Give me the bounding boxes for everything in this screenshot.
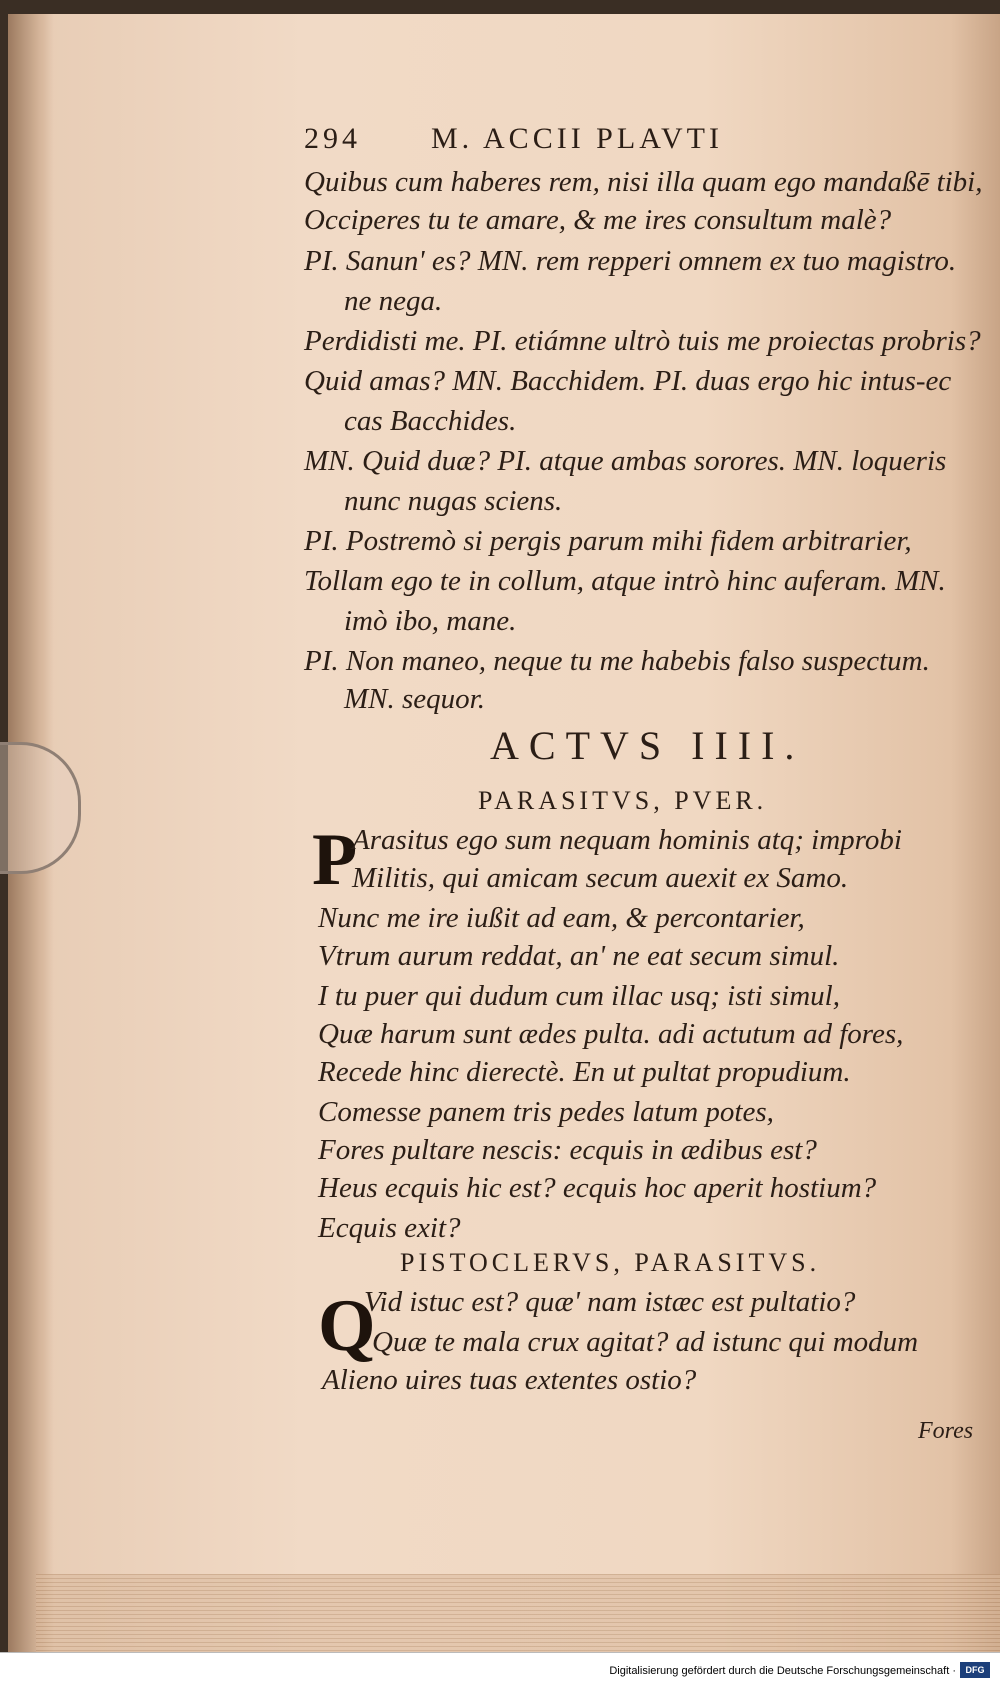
running-header: [304, 122, 723, 156]
verse-line: I tu puer qui dudum cum illac usq; isti simul,: [318, 980, 840, 1012]
verse-line: cas Bacchides.: [344, 405, 517, 437]
scene-heading: PISTOCLERVS, PARASITVS.: [400, 1248, 821, 1277]
verse-line: Heus ecquis hic est? ecquis hoc aperit hostium?: [318, 1172, 877, 1204]
verse-line: Arasitus ego sum nequam hominis atq; improbi: [352, 824, 902, 856]
catchword: Fores: [918, 1418, 974, 1444]
footer-bar: [0, 1652, 1000, 1689]
verse-line: Quibus cum haberes rem, nisi illa quam ego mandaßē tibi,: [304, 166, 983, 198]
verse-line: ne nega.: [344, 285, 443, 317]
verse-line: Nunc me ire iußit ad eam, & percontarier,: [318, 902, 805, 934]
verse-line: Quæ te mala crux agitat? ad istunc qui modum: [372, 1326, 919, 1358]
verse-line: Ecquis exit?: [318, 1212, 461, 1244]
dfg-logo: DFG: [960, 1662, 990, 1678]
drop-cap: Q: [318, 1285, 376, 1367]
funding-credit: Digitalisierung gefördert durch die Deutsche Forschungsgemeinschaft ·: [609, 1665, 956, 1677]
header-title: M. ACCII PLAVTI: [431, 122, 723, 155]
verse-line: Quid amas? MN. Bacchidem. PI. duas ergo hic intus-ec: [304, 365, 952, 397]
verse-line: MN. Quid duæ? PI. atque ambas sorores. MN. loqueris: [304, 445, 947, 477]
verse-line: Vid istuc est? quæ' nam istæc est pultatio?: [364, 1286, 856, 1318]
verse-line: Quæ harum sunt ædes pulta. adi actutum ad fores,: [318, 1018, 904, 1050]
verse-line: Perdidisti me. PI. etiámne ultrò tuis me proiectas probris?: [304, 325, 981, 357]
verse-line: Alieno uires tuas extentes ostio?: [322, 1364, 697, 1396]
verse-line: PI. Postremò si pergis parum mihi fidem arbitrarier,: [304, 525, 912, 557]
verse-line: nunc nugas sciens.: [344, 485, 563, 517]
verse-line: Vtrum aurum reddat, an' ne eat secum simul.: [318, 940, 840, 972]
page-number: 294: [304, 122, 361, 155]
scene-heading: PARASITVS, PVER.: [478, 786, 768, 815]
verse-line: Recede hinc dierectè. En ut pultat propudium.: [318, 1056, 851, 1088]
verse-line: Occiperes tu te amare, & me ires consultum malè?: [304, 204, 892, 236]
verse-line: PI. Sanun' es? MN. rem repperi omnem ex tuo magistro.: [304, 245, 957, 277]
verse-line: imò ibo, mane.: [344, 605, 517, 637]
act-heading: ACTVS IIII.: [490, 723, 805, 768]
verse-line: PI. Non maneo, neque tu me habebis falso suspectum.: [304, 645, 930, 677]
verse-line: Comesse panem tris pedes latum potes,: [318, 1096, 774, 1128]
drop-cap: P: [312, 819, 358, 901]
verse-line: Fores pultare nescis: ecquis in ædibus est?: [318, 1134, 817, 1166]
verse-line: Militis, qui amicam secum auexit ex Samo.: [352, 862, 849, 894]
verse-line: Tollam ego te in collum, atque intrò hinc auferam. MN.: [304, 565, 946, 597]
verse-line: MN. sequor.: [344, 683, 485, 715]
